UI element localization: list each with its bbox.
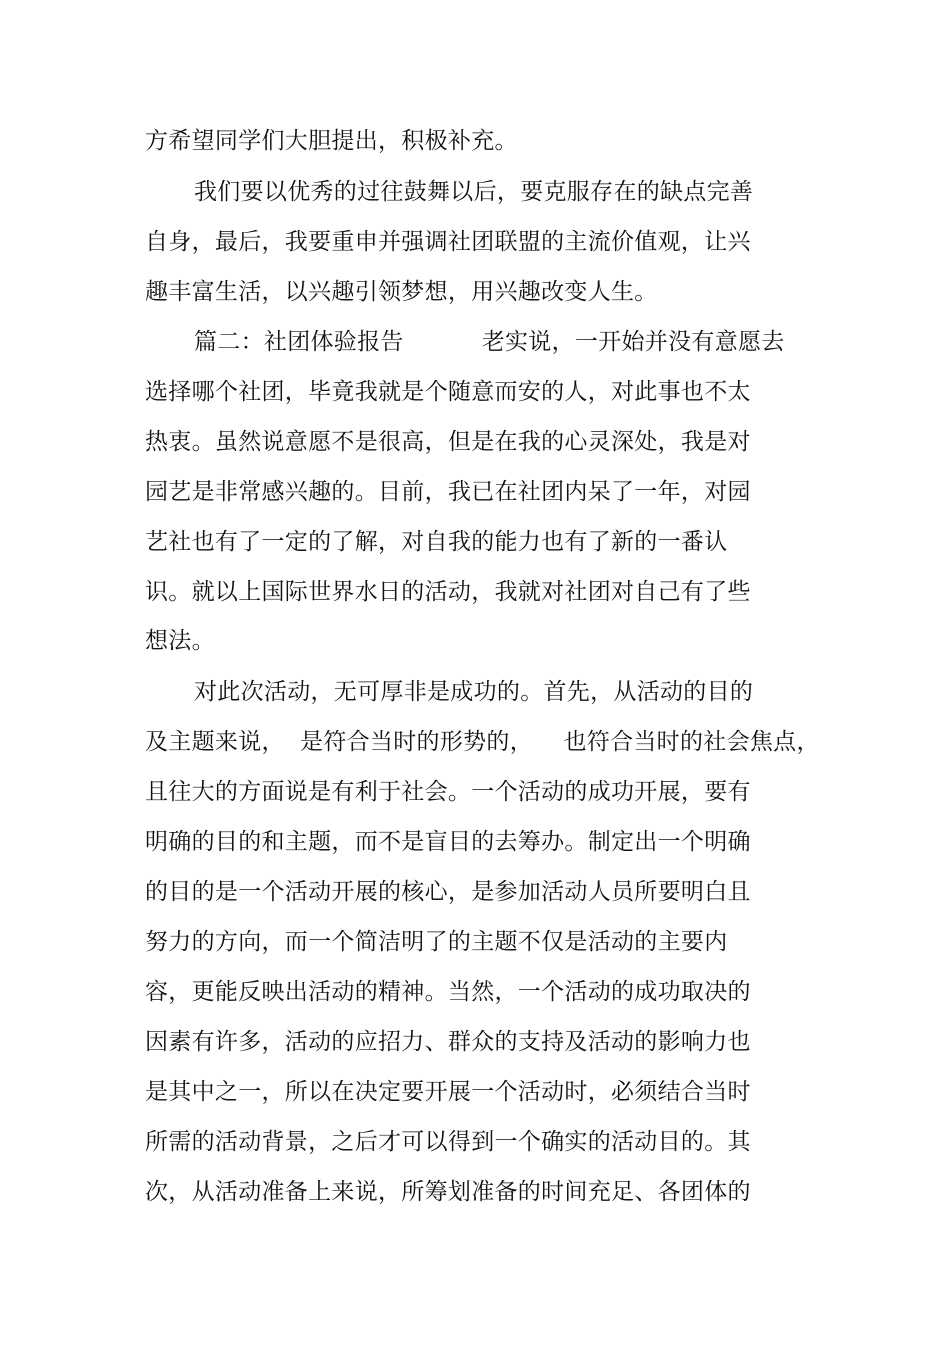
text-line: 及主题来说， 是符合当时的形势的， 也符合当时的社会焦点，	[145, 729, 820, 755]
text-line: 热衷。虽然说意愿不是很高，但是在我的心灵深处，我是对	[145, 429, 751, 455]
text-line: 的目的是一个活动开展的核心，是参加活动人员所要明白且	[145, 879, 751, 905]
text-line: 想法。	[145, 628, 215, 654]
section-heading: 篇二：社团体验报告	[194, 329, 404, 355]
text-line: 识。就以上国际世界水日的活动，我就对社团对自己有了些	[145, 579, 751, 605]
text-line: 方希望同学们大胆提出，积极补充。	[145, 128, 518, 154]
text-line: 因素有许多，活动的应招力、群众的支持及活动的影响力也	[145, 1029, 751, 1055]
text-line: 所需的活动背景，之后才可以得到一个确实的活动目的。其	[145, 1129, 751, 1155]
text-line: 艺社也有了一定的了解，对自我的能力也有了新的一番认	[145, 529, 728, 555]
text-line: 次，从活动准备上来说，所筹划准备的时间充足、各团体的	[145, 1179, 751, 1205]
paragraph-start-line: 我们要以优秀的过往鼓舞以后，要克服存在的缺点完善	[194, 179, 754, 205]
text-line: 自身，最后，我要重申并强调社团联盟的主流价值观，让兴	[145, 229, 751, 255]
section-heading-line	[194, 327, 785, 357]
text-line: 选择哪个社团，毕竟我就是个随意而安的人，对此事也不太	[145, 379, 751, 405]
text-line: 园艺是非常感兴趣的。目前，我已在社团内呆了一年，对园	[145, 479, 751, 505]
text-line: 容，更能反映出活动的精神。当然，一个活动的成功取决的	[145, 979, 751, 1005]
paragraph-start-line: 对此次活动，无可厚非是成功的。首先，从活动的目的	[194, 679, 754, 705]
text-line: 趣丰富生活，以兴趣引领梦想，用兴趣改变人生。	[145, 279, 658, 305]
text-line: 明确的目的和主题，而不是盲目的去筹办。制定出一个明确	[145, 829, 751, 855]
text-line: 是其中之一，所以在决定要开展一个活动时，必须结合当时	[145, 1079, 751, 1105]
paragraph-first-text: 老实说，一开始并没有意愿去	[481, 329, 785, 355]
text-line: 且往大的方面说是有利于社会。一个活动的成功开展，要有	[145, 779, 751, 805]
text-line: 努力的方向，而一个简洁明了的主题不仅是活动的主要内	[145, 929, 728, 955]
